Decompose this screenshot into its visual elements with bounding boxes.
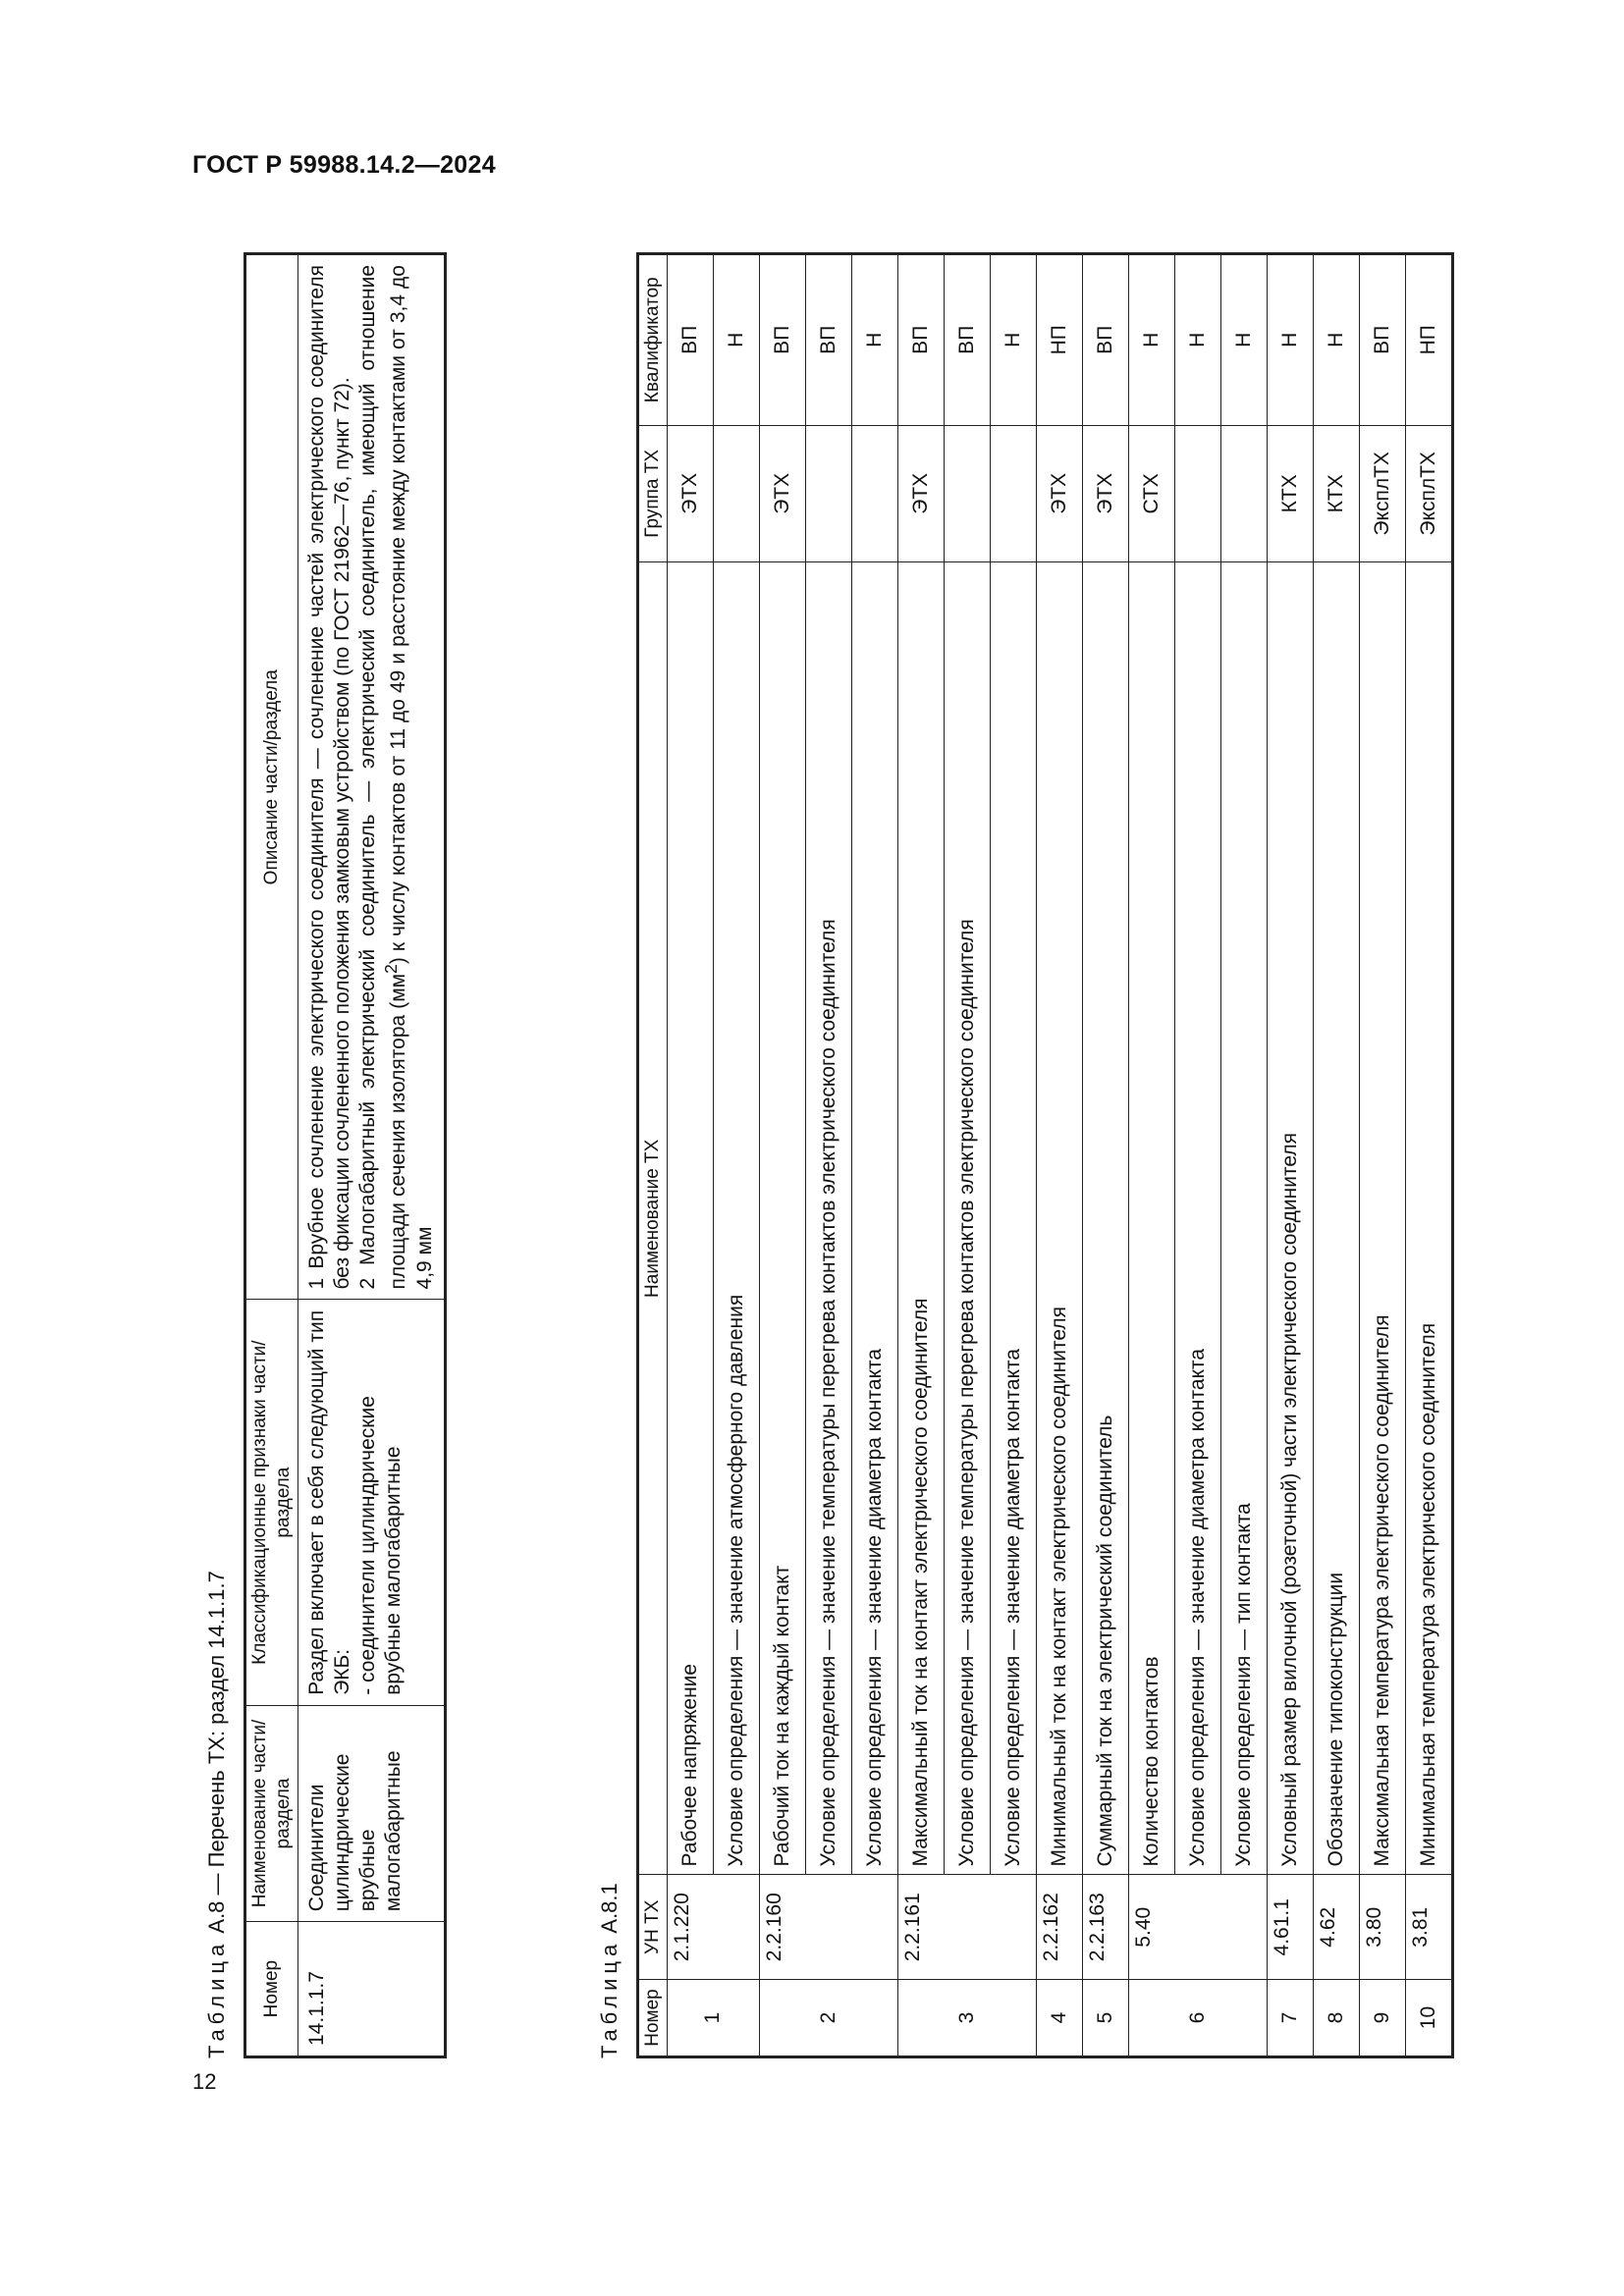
- table-header-row: [638, 254, 668, 2057]
- cell-name: Условие определения — значение диаметра контакта: [1174, 562, 1220, 1875]
- cell-group: [1220, 425, 1267, 562]
- cell-qualifier: Н: [1220, 254, 1267, 426]
- col-header: Номер: [638, 1980, 668, 2057]
- cell-name: Условие определения — значение диаметра контакта: [990, 562, 1036, 1875]
- desc-text: ) к числу контактов от 11 до 49 и расстояние между контактами от 3,4 до 4,9 мм: [387, 265, 436, 1290]
- cell-num: 4: [1036, 1980, 1082, 2057]
- cell-num: 14.1.1.7: [298, 1922, 445, 2057]
- table-row: [1267, 254, 1313, 2057]
- table-row: [1174, 254, 1220, 2057]
- cell-group: [944, 425, 990, 562]
- cell-group: [851, 425, 897, 562]
- table-row: [1220, 254, 1267, 2057]
- table-header-row: [245, 254, 298, 2057]
- cell-group: [990, 425, 1036, 562]
- cell-group: ЭТХ: [759, 425, 805, 562]
- cell-class: [298, 1300, 445, 1705]
- caption-text: А.8.1: [597, 1883, 622, 1934]
- table-row: [805, 254, 851, 2057]
- cell-num: 10: [1405, 1980, 1452, 2057]
- cell-un: 2.2.161: [897, 1875, 1036, 1980]
- cell-group: ЭТХ: [667, 425, 713, 562]
- col-header: Описание части/раздела: [245, 254, 298, 1300]
- page-number: 12: [192, 2069, 217, 2094]
- table-a81: [636, 252, 1454, 2058]
- cell-un: 2.2.163: [1082, 1875, 1128, 1980]
- cell-name: Рабочий ток на каждый контакт: [759, 562, 805, 1875]
- caption-text: А.8 — Перечень ТХ: раздел 14.1.1.7: [204, 1571, 229, 1934]
- cell-qualifier: ВП: [1359, 254, 1405, 426]
- cell-qualifier: ВП: [1082, 254, 1128, 426]
- cell-group: [1174, 425, 1220, 562]
- cell-group: ЭксплТХ: [1359, 425, 1405, 562]
- cell-name: Условие определения — значение температуры перегрева контактов электрического соединителя: [805, 562, 851, 1875]
- cell-group: КТХ: [1313, 425, 1359, 562]
- cell-un: 3.80: [1359, 1875, 1405, 1980]
- cell-name: Условие определения — значение температуры перегрева контактов электрического соединителя: [944, 562, 990, 1875]
- table-row: [944, 254, 990, 2057]
- table-row: [1313, 254, 1359, 2057]
- table-row: [298, 254, 445, 2057]
- cell-num: 7: [1267, 1980, 1313, 2057]
- cell-name: Условие определения — значение диаметра контакта: [851, 562, 897, 1875]
- cell-group: КТХ: [1267, 425, 1313, 562]
- cell-group: ЭТХ: [1082, 425, 1128, 562]
- cell-name: Рабочее напряжение: [667, 562, 713, 1875]
- cell-desc: [298, 254, 445, 1300]
- cell-name: Обозначение типоконструкции: [1313, 562, 1359, 1875]
- cell-un: 4.62: [1313, 1875, 1359, 1980]
- cell-name: Условный размер вилочной (розеточной) части электрического соединителя: [1267, 562, 1313, 1875]
- table-row: [667, 254, 713, 2057]
- cell-name: Максимальная температура электрического соединителя: [1359, 562, 1405, 1875]
- cell-name: Минимальная температура электрического соединителя: [1405, 562, 1452, 1875]
- table-row: [1082, 254, 1128, 2057]
- cell-qualifier: Н: [1313, 254, 1359, 426]
- class-line: - соединители цилиндрические врубные малогабаритные: [356, 1396, 406, 1695]
- table-a8: [244, 252, 447, 2058]
- table-row: [990, 254, 1036, 2057]
- cell-qualifier: Н: [1174, 254, 1220, 426]
- cell-num: 8: [1313, 1980, 1359, 2057]
- table8-caption: [204, 1571, 230, 2058]
- cell-name: Условие определения — значение атмосферного давления: [713, 562, 759, 1875]
- cell-un: 4.61.1: [1267, 1875, 1313, 1980]
- document-header: ГОСТ Р 59988.14.2—2024: [192, 151, 496, 179]
- cell-un: 5.40: [1128, 1875, 1267, 1980]
- cell-qualifier: ВП: [897, 254, 944, 426]
- cell-un: 2.1.220: [667, 1875, 759, 1980]
- col-header: Наименование ТХ: [638, 562, 668, 1875]
- col-header: Номер: [245, 1922, 298, 2057]
- col-header: УН ТХ: [638, 1875, 668, 1980]
- cell-qualifier: ВП: [667, 254, 713, 426]
- table-row: [713, 254, 759, 2057]
- caption-word: Таблица: [204, 1939, 229, 2058]
- cell-un: 2.2.162: [1036, 1875, 1082, 1980]
- cell-num: 3: [897, 1980, 1036, 2057]
- table-row: [851, 254, 897, 2057]
- cell-group: СТХ: [1128, 425, 1174, 562]
- cell-qualifier: НП: [1405, 254, 1452, 426]
- cell-group: ЭТХ: [1036, 425, 1082, 562]
- table-row: [1128, 254, 1174, 2057]
- table-row: [1359, 254, 1405, 2057]
- table-row: [759, 254, 805, 2057]
- cell-name: Количество контактов: [1128, 562, 1174, 1875]
- table-row: [1036, 254, 1082, 2057]
- cell-un: 2.2.160: [759, 1875, 897, 1980]
- rotated-content: [192, 231, 1469, 2058]
- desc-text: 2 Малогабаритный электрический соединитель — электрический соединитель, имеющий отношение площади сечения изолятора (мм: [356, 265, 410, 1290]
- cell-name: Суммарный ток на электрический соединитель: [1082, 562, 1128, 1875]
- desc-line: [355, 265, 438, 1289]
- cell-qualifier: Н: [990, 254, 1036, 426]
- cell-qualifier: ВП: [759, 254, 805, 426]
- cell-num: 2: [759, 1980, 897, 2057]
- cell-name: Условие определения — тип контакта: [1220, 562, 1267, 1875]
- cell-num: 5: [1082, 1980, 1128, 2057]
- col-header: Классификационные признаки части/раздела: [245, 1300, 298, 1705]
- table-row: [897, 254, 944, 2057]
- col-header: Группа ТХ: [638, 425, 668, 562]
- col-header: Квалификатор: [638, 254, 668, 426]
- cell-group: ЭксплТХ: [1405, 425, 1452, 562]
- caption-word: Таблица: [597, 1939, 622, 2058]
- cell-qualifier: Н: [1128, 254, 1174, 426]
- cell-num: 6: [1128, 1980, 1267, 2057]
- cell-group: ЭТХ: [897, 425, 944, 562]
- cell-name: Минимальный ток на контакт электрического соединителя: [1036, 562, 1082, 1875]
- cell-un: 3.81: [1405, 1875, 1452, 1980]
- class-line: Раздел включает в себя следующий тип ЭКБ:: [304, 1309, 353, 1695]
- cell-qualifier: Н: [1267, 254, 1313, 426]
- table81-caption: [597, 1883, 623, 2058]
- superscript: 2: [381, 964, 402, 974]
- cell-qualifier: Н: [713, 254, 759, 426]
- cell-group: [805, 425, 851, 562]
- col-header: Наименование части/раздела: [245, 1705, 298, 1921]
- cell-name: Соединители цилиндрические врубные малогабаритные: [298, 1705, 445, 1921]
- cell-num: 9: [1359, 1980, 1405, 2057]
- cell-qualifier: Н: [851, 254, 897, 426]
- cell-qualifier: НП: [1036, 254, 1082, 426]
- cell-qualifier: ВП: [805, 254, 851, 426]
- cell-name: Максимальный ток на контакт электрического соединителя: [897, 562, 944, 1875]
- cell-qualifier: ВП: [944, 254, 990, 426]
- cell-num: 1: [667, 1980, 759, 2057]
- cell-group: [713, 425, 759, 562]
- desc-line: 1 Врубное сочленение электрического соединителя — сочленение частей электрического соединителя без фиксации сочлененного положения замковым устройством (по ГОСТ 21962—76, пункт 72).: [304, 265, 353, 1290]
- table-row: [1405, 254, 1452, 2057]
